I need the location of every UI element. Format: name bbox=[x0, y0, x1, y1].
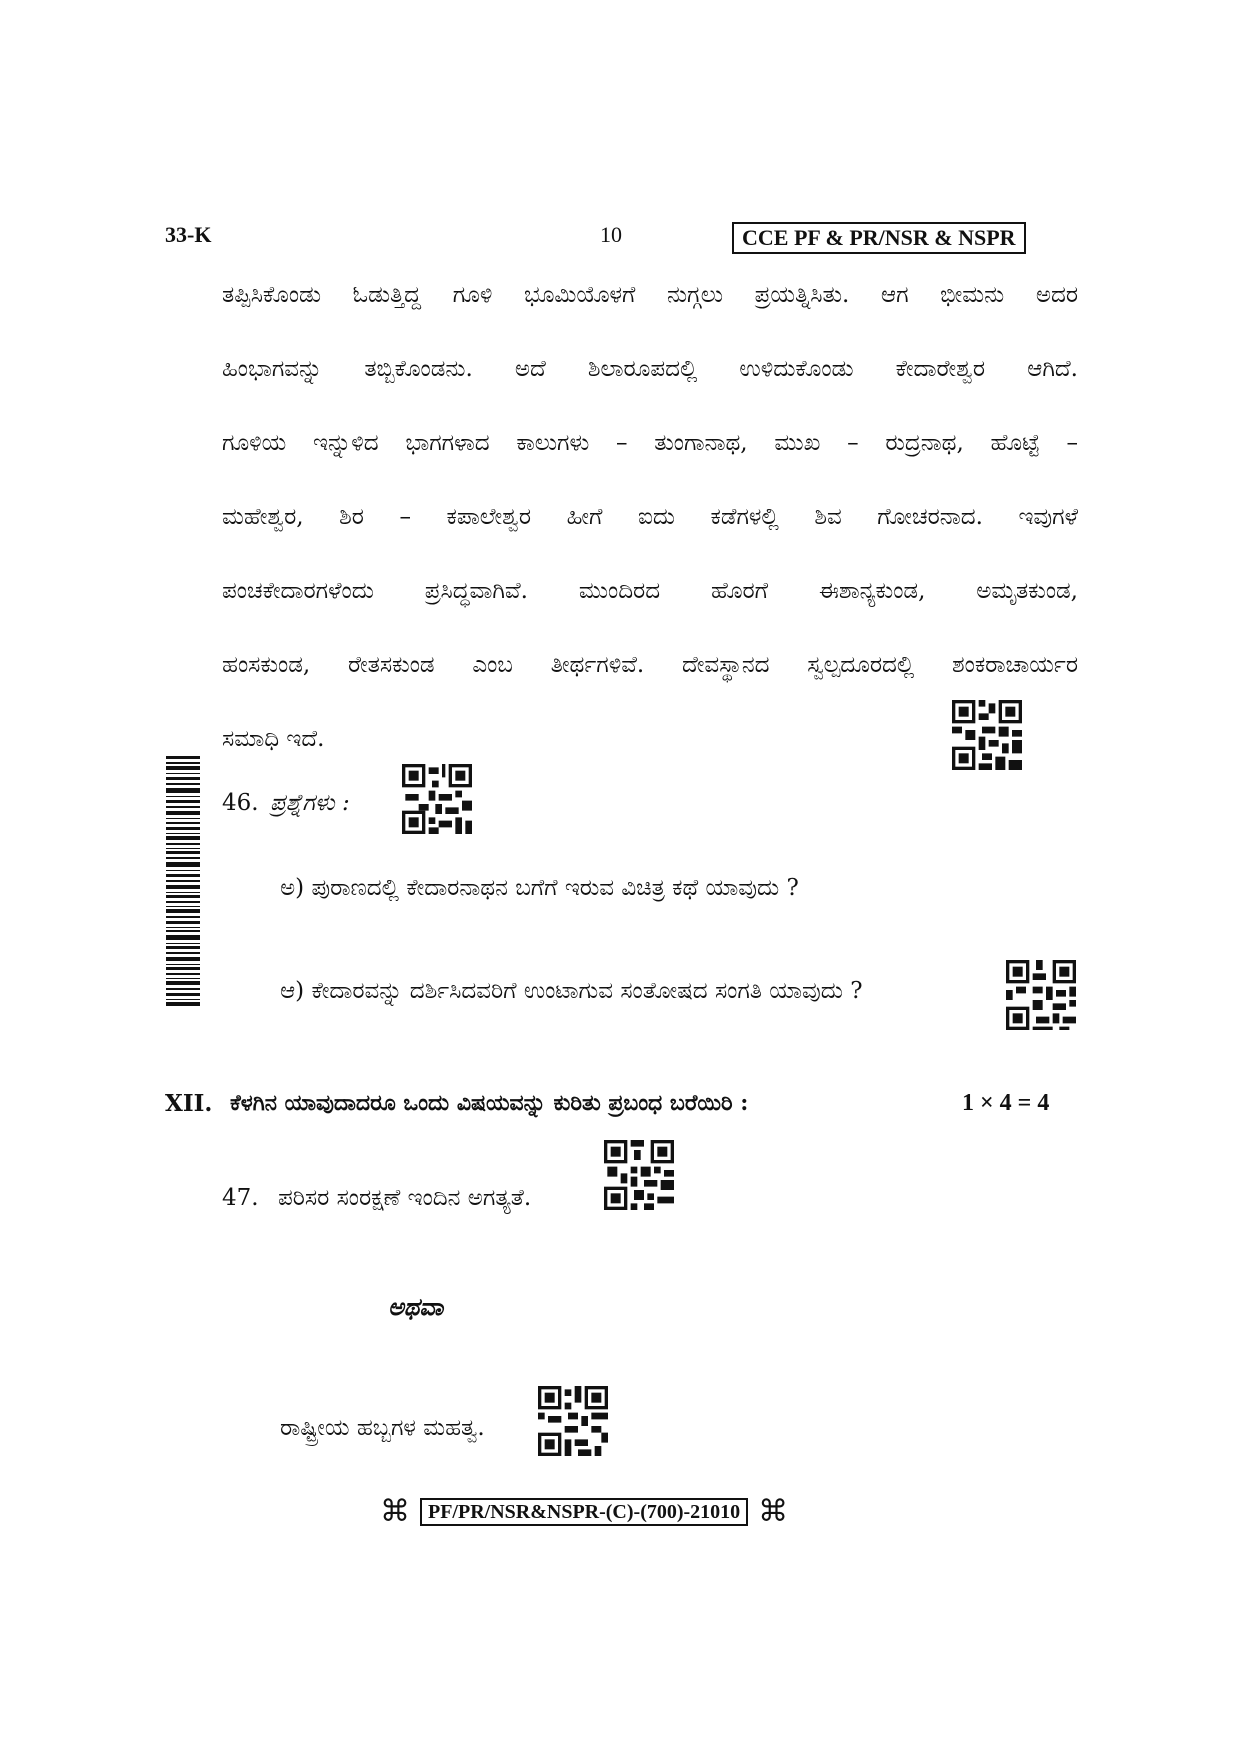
qr-code-icon bbox=[952, 700, 1022, 770]
question-47-number: 47. bbox=[222, 1185, 259, 1211]
question-47-alternative: ರಾಷ್ಟ್ರೀಯ ಹಬ್ಬಗಳ ಮಹತ್ವ. bbox=[280, 1415, 485, 1441]
qr-code-icon bbox=[402, 764, 472, 834]
qr-code-icon bbox=[604, 1140, 674, 1210]
passage-line: ಹಂಸಕುಂಡ, ರೇತಸಕುಂಡ ಎಂಬ ತೀರ್ಥಗಳಿವೆ. ದೇವಸ್ಥಾನದ ಸ್ವಲ್ಪದೂರದಲ್ಲಿ ಶಂಕರಾಚಾರ್ಯರ bbox=[222, 652, 1078, 678]
passage-line: ಮಹೇಶ್ವರ, ಶಿರ – ಕಪಾಲೇಶ್ವರ ಹೀಗೆ ಐದು ಕಡೆಗಳಲ್ಲಿ ಶಿವ ಗೋಚರನಾದ. ಇವುಗಳೆ bbox=[222, 504, 1078, 530]
passage-line: ಹಿಂಭಾಗವನ್ನು ತಬ್ಬಿಕೊಂಡನು. ಅದೆ ಶಿಲಾರೂಪದಲ್ಲಿ ಉಳಿದುಕೊಂಡು ಕೇದಾರೇಶ್ವರ ಆಗಿದೆ. bbox=[222, 356, 1078, 382]
section-title: ಕೆಳಗಿನ ಯಾವುದಾದರೂ ಒಂದು ವಿಷಯವನ್ನು ಕುರಿತು ಪ್ರಬಂಧ ಬರೆಯಿರಿ : bbox=[230, 1090, 749, 1116]
question-46-number: 46. bbox=[222, 790, 259, 816]
qr-code-icon bbox=[538, 1386, 608, 1456]
passage-line: ಪಂಚಕೇದಾರಗಳೆಂದು ಪ್ರಸಿದ್ಧವಾಗಿವೆ. ಮುಂದಿರದ ಹೊರಗೆ ಈಶಾನ್ಯಕುಂಡ, ಅಮೃತಕುಂಡ, bbox=[222, 578, 1078, 604]
footer-code: PF/PR/NSR&NSPR-(C)-(700)-21010 bbox=[420, 1498, 748, 1526]
exam-title-box: CCE PF & PR/NSR & NSPR bbox=[732, 222, 1026, 254]
passage-line: ತಪ್ಪಿಸಿಕೊಂಡು ಓಡುತ್ತಿದ್ದ ಗೂಳಿ ಭೂಮಿಯೊಳಗೆ ನುಗ್ಗಲು ಪ್ರಯತ್ನಿಸಿತು. ಆಗ ಭೀಮನು ಅದರ bbox=[222, 282, 1078, 308]
footer bbox=[380, 1494, 789, 1529]
page-number: 10 bbox=[600, 222, 622, 247]
question-46-title: ಪ್ರಶ್ನೆಗಳು : bbox=[270, 790, 350, 816]
section-marks: 1 × 4 = 4 bbox=[962, 1090, 1050, 1116]
command-symbol-icon: ⌘ bbox=[758, 1494, 789, 1529]
command-symbol-icon: ⌘ bbox=[380, 1494, 410, 1529]
barcode-icon bbox=[166, 756, 200, 1006]
passage-line: ಸಮಾಧಿ ಇದೆ. bbox=[222, 726, 325, 752]
qr-code-icon bbox=[1006, 960, 1076, 1030]
paper-code: 33-K bbox=[165, 222, 212, 247]
passage-line: ಗೂಳಿಯ ಇನ್ನುಳಿದ ಭಾಗಗಳಾದ ಕಾಲುಗಳು – ತುಂಗಾನಾಥ, ಮುಖ – ರುದ್ರನಾಥ, ಹೊಟ್ಟೆ – bbox=[222, 430, 1078, 456]
question-46-b: ಆ) ಕೇದಾರವನ್ನು ದರ್ಶಿಸಿದವರಿಗೆ ಉಂಟಾಗುವ ಸಂತೋಷದ ಸಂಗತಿ ಯಾವುದು ? bbox=[280, 978, 863, 1004]
question-47-text: ಪರಿಸರ ಸಂರಕ್ಷಣೆ ಇಂದಿನ ಅಗತ್ಯತೆ. bbox=[278, 1185, 532, 1211]
section-label: XII. bbox=[165, 1090, 213, 1117]
question-46-a: ಅ) ಪುರಾಣದಲ್ಲಿ ಕೇದಾರನಾಥನ ಬಗೆಗೆ ಇರುವ ವಿಚಿತ್ರ ಕಥೆ ಯಾವುದು ? bbox=[280, 875, 799, 901]
passage bbox=[222, 258, 1078, 776]
or-label: ಅಥವಾ bbox=[388, 1292, 444, 1321]
